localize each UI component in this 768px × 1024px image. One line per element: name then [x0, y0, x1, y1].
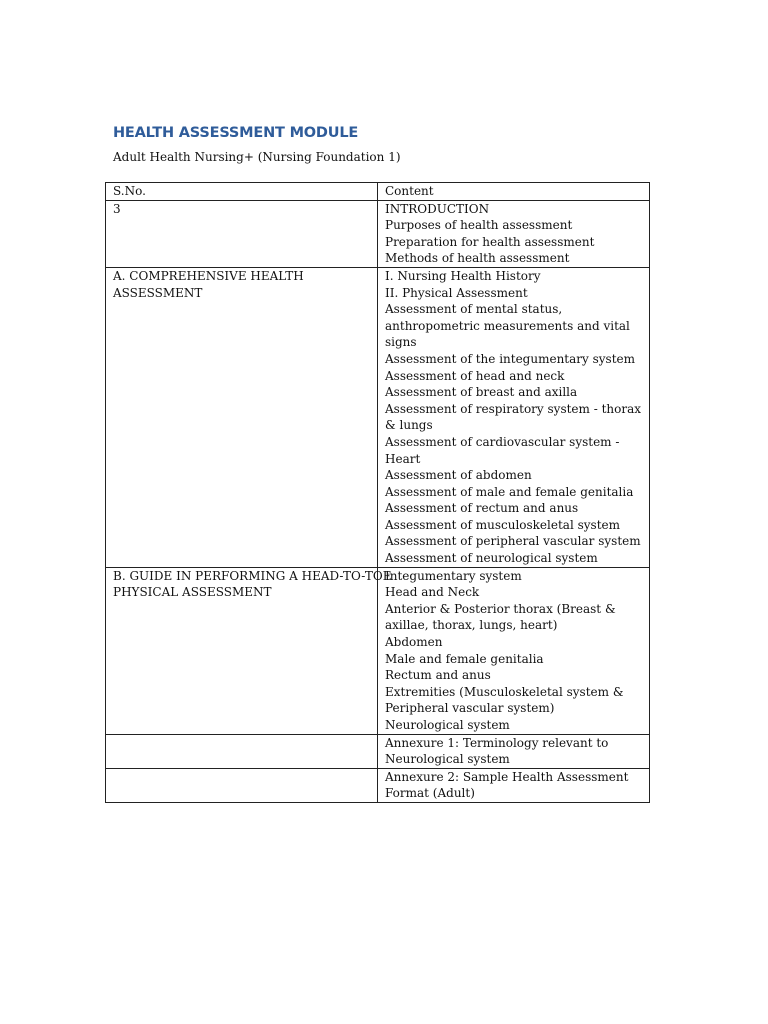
content-item: Annexure 1: Terminology relevant to Neurological system — [385, 735, 609, 767]
content-cell — [378, 768, 650, 802]
document-title: HEALTH ASSESSMENT MODULE — [113, 125, 359, 141]
sno-text: A. COMPREHENSIVE HEALTH — [113, 268, 304, 283]
sno-cell — [106, 768, 378, 802]
content-item: Assessment of neurological system — [385, 551, 598, 566]
content-item: Assessment of abdomen — [385, 468, 532, 483]
table-row — [106, 567, 650, 734]
content-cell — [378, 734, 650, 768]
content-item: Assessment of male and female genitalia — [385, 484, 634, 499]
document-subtitle: Adult Health Nursing+ (Nursing Foundation 1) — [113, 150, 401, 164]
content-item: Assessment of the integumentary system — [385, 351, 636, 366]
header-content: Content — [378, 183, 650, 201]
sno-cell — [106, 267, 378, 567]
table-row — [106, 768, 650, 802]
sno-text: 3 — [113, 201, 121, 216]
sno-cell — [106, 567, 392, 734]
content-item: Male and female genitalia — [385, 651, 544, 666]
table-header-row — [106, 183, 650, 201]
sno-text: B. GUIDE IN PERFORMING A HEAD-TO-TOE — [113, 568, 392, 583]
content-cell — [378, 200, 650, 267]
content-item: Assessment of cardiovascular system - Heart — [385, 434, 620, 466]
content-item: Assessment of mental status, anthropometric measurements and vital signs — [385, 302, 630, 350]
content-item: Annexure 2: Sample Health Assessment Format (Adult) — [385, 769, 629, 801]
content-item: Methods of health assessment — [385, 251, 570, 266]
content-item: Purposes of health assessment — [385, 218, 573, 233]
content-item: Neurological system — [385, 718, 510, 732]
contents-table-body — [106, 183, 650, 803]
content-item: Assessment of breast and axilla — [385, 385, 578, 400]
table-row — [106, 267, 650, 567]
content-item: Assessment of peripheral vascular system — [385, 534, 641, 549]
content-item: I. Nursing Health History — [385, 268, 541, 283]
contents-table — [105, 182, 650, 803]
sno-cell — [106, 200, 378, 267]
table-row — [106, 200, 650, 267]
content-item: Abdomen — [385, 635, 443, 650]
sno-text: PHYSICAL ASSESSMENT — [113, 585, 272, 600]
content-item: Head and Neck — [385, 585, 480, 600]
content-item: Preparation for health assessment — [385, 234, 595, 249]
header-sno: S.No. — [106, 183, 378, 201]
content-item: Assessment of head and neck — [385, 368, 565, 383]
content-item: Assessment of musculoskeletal system — [385, 517, 621, 532]
content-item: Anterior & Posterior thorax (Breast & axillae, thorax, lungs, heart) — [385, 601, 616, 633]
content-item: Assessment of rectum and anus — [385, 501, 579, 516]
sno-cell — [106, 734, 378, 768]
content-cell — [378, 267, 650, 567]
content-item: Rectum and anus — [385, 668, 491, 683]
content-item: II. Physical Assessment — [385, 285, 528, 300]
content-item: Integumentary system — [385, 568, 522, 583]
content-item: Assessment of respiratory system - thorax & lungs — [385, 401, 642, 433]
content-cell — [378, 567, 650, 734]
content-item: INTRODUCTION — [385, 201, 490, 216]
table-row — [106, 734, 650, 768]
sno-text: ASSESSMENT — [113, 285, 203, 300]
content-item: Extremities (Musculoskeletal system & Peripheral vascular system) — [385, 684, 624, 716]
